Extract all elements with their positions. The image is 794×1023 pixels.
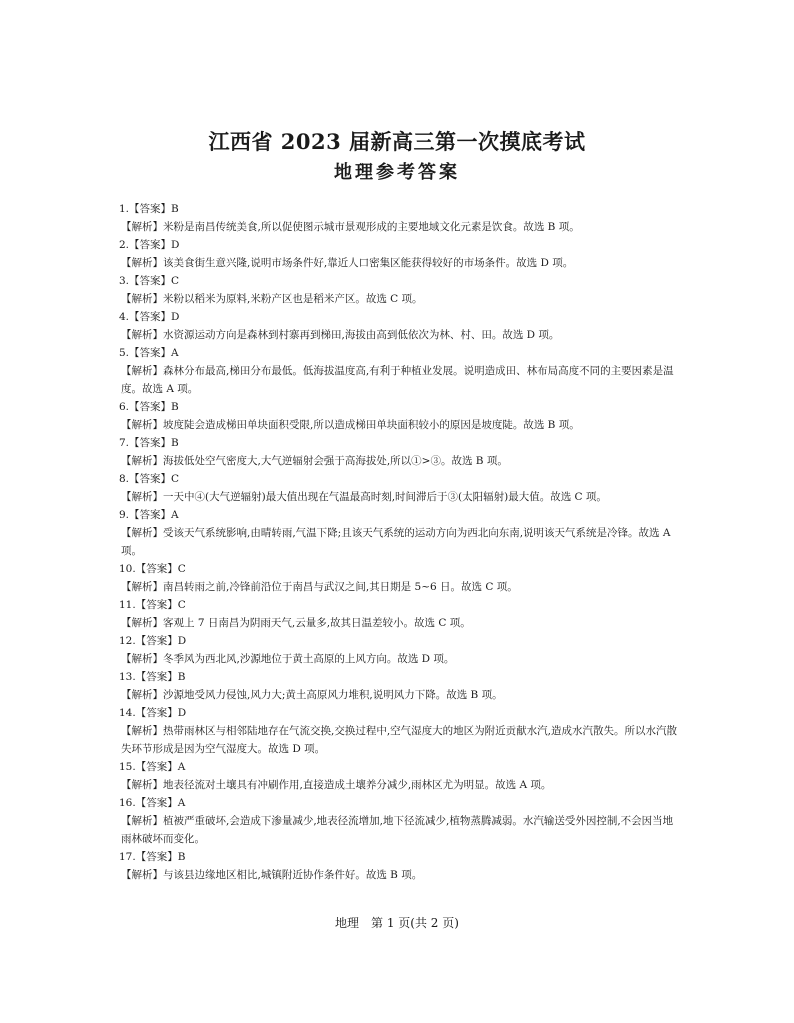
question-item [119, 632, 679, 668]
question-number: 3. [119, 275, 130, 287]
answer-line [119, 596, 679, 614]
question-item [119, 506, 679, 560]
analysis-line [119, 488, 679, 506]
answer-value: B [171, 203, 179, 215]
question-item [119, 434, 679, 470]
analysis-text: 与该县边缘地区相比,城镇附近协作条件好。故选 B 项。 [163, 869, 423, 881]
analysis-text: 森林分布最高,梯田分布最低。低海拔温度高,有利于种植业发展。说明造成田、林布局高度不同的主要因素是温度。故选 A 项。 [121, 365, 674, 395]
question-number: 6. [119, 401, 130, 413]
answer-value: C [171, 473, 180, 485]
answer-value: A [177, 797, 186, 809]
analysis-text: 冬季风为西北风,沙源地位于黄土高原的上风方向。故选 D 项。 [163, 653, 455, 665]
answer-value: B [177, 851, 186, 863]
answer-line [119, 272, 679, 290]
question-number: 5. [119, 347, 130, 359]
answer-line [119, 632, 679, 650]
question-number: 8. [119, 473, 130, 485]
analysis-label: 【解析】 [121, 725, 163, 737]
analysis-label: 【解析】 [121, 617, 163, 629]
question-item [119, 794, 679, 848]
answer-label: 【答案】 [129, 437, 172, 449]
analysis-label: 【解析】 [121, 653, 163, 665]
question-item [119, 848, 679, 884]
answer-label: 【答案】 [135, 707, 178, 719]
answer-line [119, 560, 679, 578]
question-item [119, 344, 679, 398]
analysis-text: 植被严重破坏,会造成下渗量减少,地表径流增加,地下径流减少,植物蒸腾减弱。水汽输送受外因控制,不会因当地雨林破坏而变化。 [121, 815, 674, 845]
analysis-line [119, 812, 679, 848]
answer-line [119, 758, 679, 776]
answer-value: B [177, 671, 186, 683]
question-item [119, 596, 679, 632]
analysis-text: 南昌转雨之前,冷锋前沿位于南昌与武汉之间,其日期是 5~6 日。故选 C 项。 [163, 581, 518, 593]
question-item [119, 470, 679, 506]
question-number: 7. [119, 437, 130, 449]
analysis-text: 一天中④(大气逆辐射)最大值出现在气温最高时刻,时间滞后于③(太阳辐射)最大值。故选 C 项。 [163, 491, 607, 503]
analysis-label: 【解析】 [121, 779, 163, 791]
answer-value: D [177, 635, 187, 647]
analysis-line [119, 866, 679, 884]
analysis-label: 【解析】 [121, 815, 163, 827]
answer-label: 【答案】 [129, 275, 172, 287]
answer-value: D [177, 707, 187, 719]
answer-line [119, 506, 679, 524]
analysis-line [119, 326, 679, 344]
answer-value: C [177, 599, 186, 611]
analysis-text: 沙源地受风力侵蚀,风力大;黄土高原风力堆积,说明风力下降。故选 B 项。 [163, 689, 503, 701]
analysis-text: 该美食街生意兴隆,说明市场条件好,靠近人口密集区能获得较好的市场条件。故选 D 项。 [163, 257, 574, 269]
analysis-text: 米粉以稻米为原料,米粉产区也是稻米产区。故选 C 项。 [163, 293, 423, 305]
analysis-text: 水资源运动方向是森林到村寨再到梯田,海拔由高到低依次为林、村、田。故选 D 项。 [163, 329, 560, 341]
question-item [119, 758, 679, 794]
answer-line [119, 668, 679, 686]
question-number: 1. [119, 203, 130, 215]
answer-label: 【答案】 [135, 851, 178, 863]
answer-label: 【答案】 [135, 671, 178, 683]
answer-label: 【答案】 [135, 635, 178, 647]
analysis-label: 【解析】 [121, 365, 163, 377]
answer-label: 【答案】 [135, 563, 178, 575]
analysis-line [119, 578, 679, 596]
answer-line [119, 794, 679, 812]
analysis-line [119, 290, 679, 308]
question-number: 16. [119, 797, 136, 809]
page-footer: 地理 第 1 页(共 2 页) [335, 916, 459, 930]
question-number: 10. [119, 563, 136, 575]
question-number: 11. [119, 599, 136, 611]
analysis-text: 客观上 7 日南昌为阴雨天气,云量多,故其日温差较小。故选 C 项。 [163, 617, 471, 629]
analysis-line [119, 452, 679, 470]
answer-value: A [171, 347, 179, 359]
analysis-line [119, 416, 679, 434]
analysis-label: 【解析】 [121, 689, 163, 701]
analysis-label: 【解析】 [121, 491, 163, 503]
question-number: 12. [119, 635, 136, 647]
analysis-text: 地表径流对土壤具有冲刷作用,直接造成土壤养分减少,雨林区尤为明显。故选 A 项。 [163, 779, 552, 791]
document-subtitle: 地理参考答案 [334, 162, 460, 183]
answer-label: 【答案】 [129, 347, 172, 359]
analysis-line [119, 686, 679, 704]
question-item [119, 668, 679, 704]
question-number: 13. [119, 671, 136, 683]
analysis-line [119, 524, 679, 560]
answer-value: C [171, 275, 180, 287]
analysis-label: 【解析】 [121, 581, 163, 593]
answer-value: D [171, 239, 180, 251]
analysis-text: 海拔低处空气密度大,大气逆辐射会强于高海拔处,所以①>③。故选 B 项。 [163, 455, 508, 467]
document-title: 江西省 2023 届新高三第一次摸底考试 [208, 129, 586, 154]
analysis-label: 【解析】 [121, 221, 163, 233]
analysis-label: 【解析】 [121, 293, 163, 305]
answer-line [119, 200, 679, 218]
answer-line [119, 704, 679, 722]
analysis-line [119, 722, 679, 758]
question-item [119, 398, 679, 434]
analysis-text: 受该天气系统影响,由晴转雨,气温下降;且该天气系统的运动方向为西北向东南,说明该天气系统是冷锋。故选 A 项。 [121, 527, 671, 557]
answer-line [119, 344, 679, 362]
analysis-label: 【解析】 [121, 257, 163, 269]
answer-line [119, 434, 679, 452]
answer-line [119, 236, 679, 254]
answer-line [119, 308, 679, 326]
question-item [119, 236, 679, 272]
question-number: 2. [119, 239, 130, 251]
answer-value: A [171, 509, 179, 521]
analysis-text: 米粉是南昌传统美食,所以促使图示城市景观形成的主要地域文化元素是饮食。故选 B 项。 [163, 221, 580, 233]
answer-line [119, 470, 679, 488]
answer-line [119, 398, 679, 416]
analysis-label: 【解析】 [121, 869, 163, 881]
question-number: 4. [119, 311, 130, 323]
answer-label: 【答案】 [129, 311, 172, 323]
answer-line [119, 848, 679, 866]
question-number: 9. [119, 509, 130, 521]
answer-value: B [171, 437, 179, 449]
answer-value: D [171, 311, 180, 323]
question-number: 15. [119, 761, 136, 773]
answer-label: 【答案】 [129, 401, 172, 413]
answer-label: 【答案】 [135, 599, 178, 611]
analysis-line [119, 362, 679, 398]
answer-value: C [177, 563, 186, 575]
answer-label: 【答案】 [135, 797, 178, 809]
answer-label: 【答案】 [129, 473, 172, 485]
question-item [119, 272, 679, 308]
answer-label: 【答案】 [129, 203, 172, 215]
analysis-text: 热带雨林区与相邻陆地存在气流交换,交换过程中,空气湿度大的地区为附近贡献水汽,造成水汽散失。所以水汽散失环节形成是因为空气湿度大。故选 D 项。 [121, 725, 678, 755]
analysis-label: 【解析】 [121, 419, 163, 431]
answer-label: 【答案】 [129, 509, 172, 521]
question-item [119, 308, 679, 344]
analysis-line [119, 776, 679, 794]
analysis-label: 【解析】 [121, 455, 163, 467]
answer-value: A [177, 761, 186, 773]
question-number: 14. [119, 707, 136, 719]
analysis-label: 【解析】 [121, 329, 163, 341]
answer-value: B [171, 401, 179, 413]
question-item [119, 560, 679, 596]
answer-label: 【答案】 [129, 239, 172, 251]
analysis-line [119, 614, 679, 632]
question-item [119, 200, 679, 236]
analysis-line [119, 254, 679, 272]
answer-label: 【答案】 [135, 761, 178, 773]
analysis-line [119, 650, 679, 668]
question-item [119, 704, 679, 758]
question-number: 17. [119, 851, 136, 863]
analysis-label: 【解析】 [121, 527, 163, 539]
analysis-line [119, 218, 679, 236]
answer-list [119, 200, 679, 884]
analysis-text: 坡度陡会造成梯田单块面积受限,所以造成梯田单块面积较小的原因是坡度陡。故选 B 项。 [163, 419, 580, 431]
